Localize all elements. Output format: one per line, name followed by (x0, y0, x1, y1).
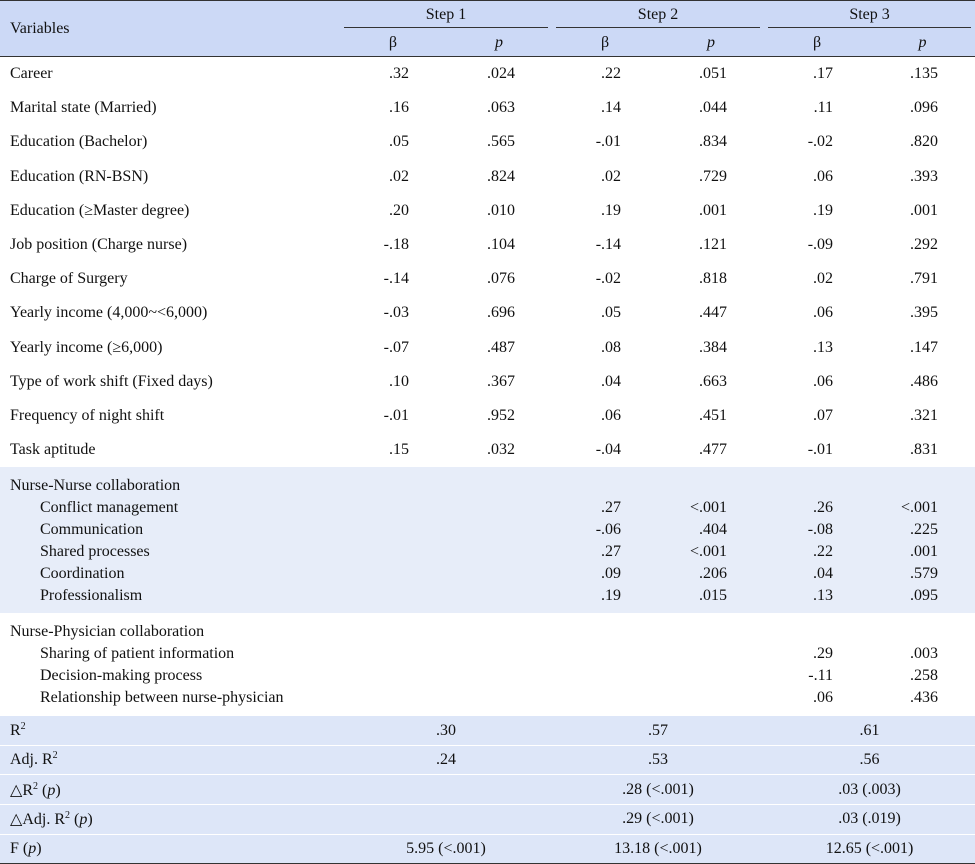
stat-value: .03 (.019) (764, 805, 975, 835)
table-row (0, 228, 975, 262)
cell: .024 (487, 65, 516, 83)
beta-header: β (764, 29, 870, 57)
cell: -.02 (807, 133, 834, 151)
cell: .486 (910, 372, 939, 390)
table-body (0, 57, 975, 864)
row-label: Relationship between nurse-physician (40, 689, 284, 707)
cell: .05 (601, 304, 622, 322)
cell: .015 (658, 585, 764, 613)
cell: .051 (699, 65, 728, 83)
table-row (0, 433, 975, 467)
beta-header: β (340, 29, 446, 57)
cell: .565 (487, 133, 516, 151)
cell: -.11 (808, 667, 834, 685)
table-row (0, 541, 975, 563)
cell (340, 585, 446, 613)
cell: .487 (487, 338, 516, 356)
row-label: Yearly income (≥6,000) (10, 338, 163, 356)
cell: .729 (699, 167, 728, 185)
cell: .206 (658, 563, 764, 585)
cell: .10 (389, 372, 409, 390)
stat-label: $R^2$ (0, 716, 340, 746)
cell (446, 687, 552, 716)
table-row (0, 665, 975, 687)
table-row (0, 497, 975, 519)
cell: .096 (910, 99, 939, 117)
row-label: Frequency of night shift (10, 406, 165, 424)
cell (552, 687, 658, 716)
stat-value: .30 (340, 716, 552, 746)
cell: .321 (910, 406, 939, 424)
cell: .076 (487, 270, 516, 288)
cell: .258 (910, 667, 939, 685)
table-row (0, 262, 975, 296)
cell (340, 497, 446, 519)
group-title: Nurse-Nurse collaboration (0, 467, 340, 497)
cell: .02 (601, 167, 622, 185)
cell: .17 (813, 65, 834, 83)
cell: -.01 (383, 406, 409, 424)
stat-value: .61 (764, 716, 975, 746)
cell: .06 (813, 372, 834, 390)
cell: -.14 (383, 270, 409, 288)
row-label: Professionalism (0, 585, 340, 613)
cell: .29 (813, 645, 834, 663)
cell: .22 (601, 65, 622, 83)
cell: .404 (658, 519, 764, 541)
table-row (0, 57, 975, 92)
cell: .393 (910, 167, 939, 185)
row-label: Education (Bachelor) (10, 133, 148, 151)
cell: .001 (870, 541, 975, 563)
row-label: Decision-making process (40, 667, 203, 685)
row-label: Education (RN-BSN) (10, 167, 149, 185)
cell (658, 643, 764, 665)
cell: .22 (764, 541, 870, 563)
table-row (0, 125, 975, 159)
cell (446, 519, 552, 541)
cell (446, 541, 552, 563)
group-header-nurse-physician (0, 613, 975, 643)
table-row (0, 519, 975, 541)
cell: -.02 (595, 270, 622, 288)
cell (552, 643, 658, 665)
stat-value: .03 (.003) (764, 775, 975, 805)
cell: .04 (764, 563, 870, 585)
stat-value: .28 (<.001) (552, 775, 764, 805)
cell: .831 (910, 441, 939, 459)
cell: .02 (813, 270, 834, 288)
cell: .292 (910, 236, 939, 254)
cell: .095 (870, 585, 975, 613)
cell: .19 (552, 585, 658, 613)
stat-row-r2 (0, 716, 975, 746)
cell (340, 541, 446, 563)
cell: .135 (910, 65, 939, 83)
cell: .063 (487, 99, 516, 117)
cell: .820 (910, 133, 939, 151)
cell: .07 (813, 406, 834, 424)
cell: -.01 (807, 441, 834, 459)
cell: .663 (699, 372, 728, 390)
cell (340, 519, 446, 541)
cell: .02 (389, 167, 409, 185)
stat-value: .24 (340, 745, 552, 775)
cell: .05 (389, 133, 409, 151)
stat-value: 13.18 (<.001) (552, 834, 764, 864)
cell (340, 643, 446, 665)
p-header: p (658, 29, 764, 57)
row-label: Communication (0, 519, 340, 541)
stat-value (340, 805, 552, 835)
cell: .04 (601, 372, 622, 390)
cell: .696 (487, 304, 516, 322)
p-header: p (870, 29, 975, 57)
stat-value: .56 (764, 745, 975, 775)
table-header (0, 1, 975, 57)
cell: .32 (389, 65, 409, 83)
cell: .26 (764, 497, 870, 519)
cell: .06 (813, 304, 834, 322)
cell: -.14 (595, 236, 622, 254)
cell: .19 (813, 201, 834, 219)
cell: .447 (699, 304, 728, 322)
row-label: Career (10, 65, 53, 83)
cell (658, 665, 764, 687)
cell: .16 (389, 99, 409, 117)
table-row (0, 399, 975, 433)
cell (446, 497, 552, 519)
group-title: Nurse-Physician collaboration (10, 623, 205, 641)
cell: .06 (813, 167, 834, 185)
row-label: Type of work shift (Fixed days) (10, 372, 213, 390)
cell: .27 (552, 497, 658, 519)
cell: -.04 (595, 441, 622, 459)
step1-header: Step 1 (340, 1, 552, 30)
row-label: Conflict management (0, 497, 340, 519)
stat-label: △Adj. $R^2$ (p) (0, 805, 340, 835)
cell (446, 665, 552, 687)
cell: .477 (699, 441, 728, 459)
stat-label: F (p) (0, 834, 340, 864)
cell (446, 643, 552, 665)
cell: .367 (487, 372, 516, 390)
cell: -.07 (383, 338, 409, 356)
cell: .06 (601, 406, 622, 424)
table-row (0, 91, 975, 125)
stat-label: Adj. $R^2$ (0, 745, 340, 775)
row-label: Coordination (0, 563, 340, 585)
cell (446, 585, 552, 613)
row-label: Marital state (Married) (10, 99, 157, 117)
row-label: Job position (Charge nurse) (10, 236, 188, 254)
cell (340, 665, 446, 687)
cell (340, 687, 446, 716)
cell: -.03 (383, 304, 409, 322)
cell: .15 (389, 441, 409, 459)
cell: .791 (910, 270, 939, 288)
stat-value (340, 775, 552, 805)
step3-header: Step 3 (764, 1, 975, 30)
cell: .001 (699, 201, 728, 219)
cell: <.001 (658, 497, 764, 519)
cell: .13 (764, 585, 870, 613)
row-label: Yearly income (4,000~<6,000) (10, 304, 208, 322)
cell: .824 (487, 167, 516, 185)
stat-row-delta-r2 (0, 775, 975, 805)
step2-header: Step 2 (552, 1, 764, 30)
variables-header: Variables (0, 1, 340, 57)
cell (552, 665, 658, 687)
cell: .044 (699, 99, 728, 117)
table-row (0, 194, 975, 228)
row-label: Education (≥Master degree) (10, 201, 190, 219)
cell: -.01 (595, 133, 622, 151)
cell: .19 (601, 201, 622, 219)
table-row (0, 585, 975, 613)
table-row (0, 296, 975, 330)
cell: .11 (813, 99, 834, 117)
cell: .395 (910, 304, 939, 322)
cell: -.08 (764, 519, 870, 541)
table-row (0, 643, 975, 665)
cell: .13 (813, 338, 834, 356)
stat-value: .57 (552, 716, 764, 746)
cell: .032 (487, 441, 516, 459)
cell: .27 (552, 541, 658, 563)
cell: .08 (601, 338, 622, 356)
stat-value: 12.65 (<.001) (764, 834, 975, 864)
p-header: p (446, 29, 552, 57)
group-header-nurse-nurse (0, 467, 975, 497)
row-label: Sharing of patient information (40, 645, 235, 663)
beta-header: β (552, 29, 658, 57)
table-row (0, 563, 975, 585)
cell: .451 (699, 406, 728, 424)
cell: .952 (487, 406, 516, 424)
cell: .09 (552, 563, 658, 585)
cell: .384 (699, 338, 728, 356)
cell: .834 (699, 133, 728, 151)
table-row (0, 687, 975, 716)
table-row (0, 160, 975, 194)
table-row (0, 331, 975, 365)
stat-row-adj-r2 (0, 745, 975, 775)
cell: .001 (910, 201, 939, 219)
stat-value: 5.95 (<.001) (340, 834, 552, 864)
cell: .104 (487, 236, 516, 254)
cell: .147 (910, 338, 939, 356)
cell: -.06 (552, 519, 658, 541)
row-label: Task aptitude (10, 441, 96, 459)
cell: .20 (389, 201, 409, 219)
cell: <.001 (658, 541, 764, 563)
cell: .010 (487, 201, 516, 219)
cell: .121 (699, 236, 728, 254)
cell (446, 563, 552, 585)
cell: .579 (870, 563, 975, 585)
stat-value: .53 (552, 745, 764, 775)
table-row (0, 365, 975, 399)
stat-row-f (0, 834, 975, 864)
stat-value: .29 (<.001) (552, 805, 764, 835)
cell: -.18 (383, 236, 409, 254)
row-label: Charge of Surgery (10, 270, 128, 288)
cell: -.09 (807, 236, 834, 254)
cell: .14 (601, 99, 622, 117)
stat-row-delta-adj-r2 (0, 805, 975, 835)
cell (658, 687, 764, 716)
cell (340, 563, 446, 585)
stat-label: $\triangle R^2$ (p) (0, 775, 340, 805)
row-label: Shared processes (0, 541, 340, 563)
cell: .225 (870, 519, 975, 541)
cell: .06 (813, 689, 834, 707)
cell: <.001 (870, 497, 975, 519)
cell: .436 (910, 689, 939, 707)
cell: .818 (699, 270, 728, 288)
cell: .003 (910, 645, 939, 663)
